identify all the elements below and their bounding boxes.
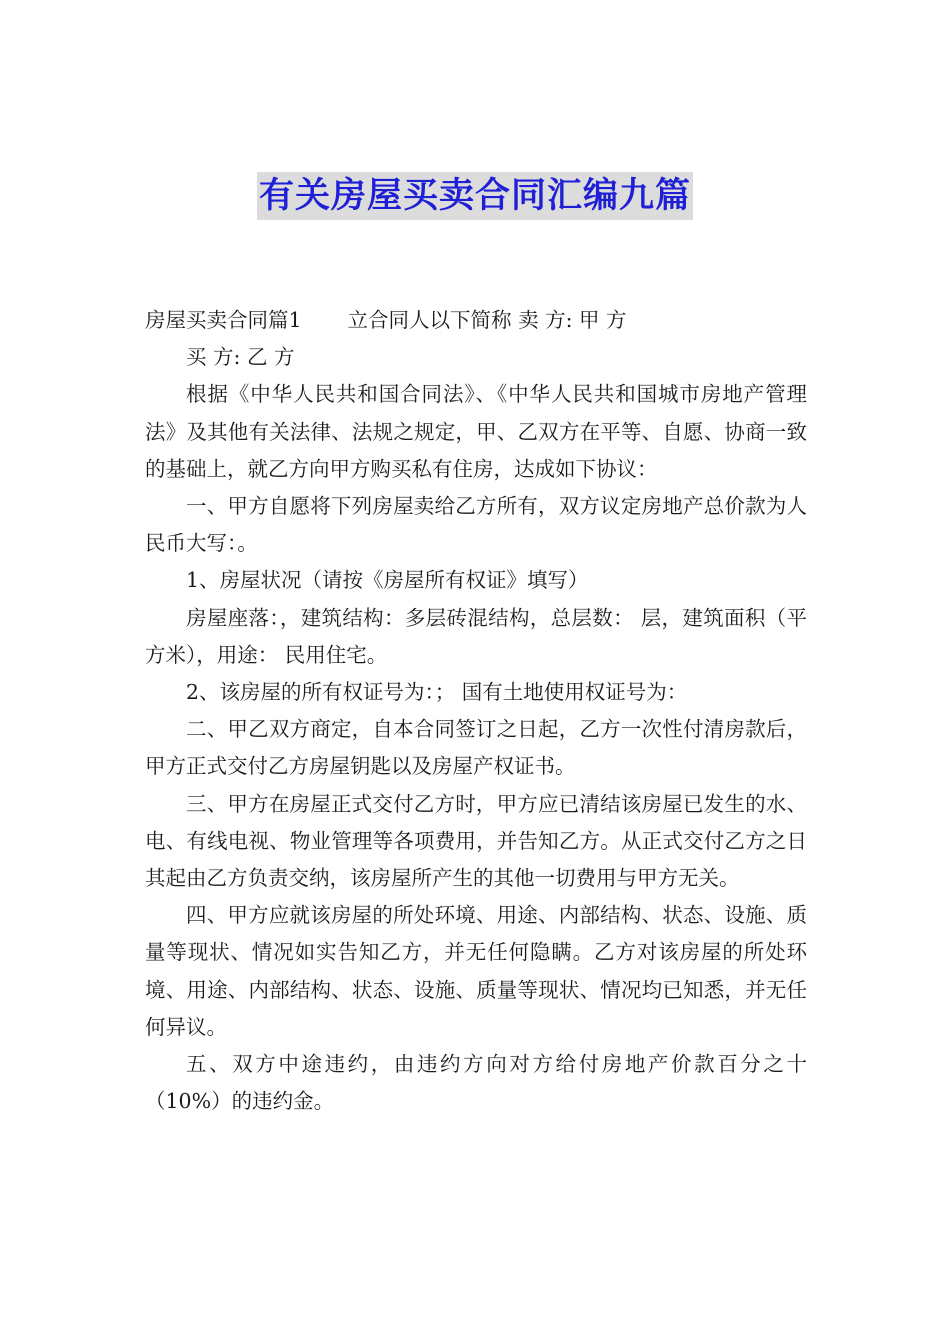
title-container <box>0 172 950 220</box>
paragraph-clause-5: 五、双方中途违约，由违约方向对方给付房地产价款百分之十（10%）的违约金。 <box>145 1052 807 1114</box>
paragraph-house-location: 房屋座落：，建筑结构：多层砖混结构，总层数： 层，建筑面积（平方米），用途： 民用住宅。 <box>145 605 807 667</box>
paragraph-clause-4: 四、甲方应就该房屋的所处环境、用途、内部结构、状态、设施、质量等现状、情况如实告知乙方，并无任何隐瞒。乙方对该房屋的所处环境、用途、内部结构、状态、设施、质量等现状、情况均已知悉，并无任何异议。 <box>145 903 807 1039</box>
section-label: 房屋买卖合同篇1 <box>145 308 302 332</box>
paragraph-certificate: 2、该房屋的所有权证号为：； 国有土地使用权证号为： <box>186 680 688 705</box>
document-body <box>145 302 807 1120</box>
paragraph-legal-basis: 根据《中华人民共和国合同法》、《中华人民共和国城市房地产管理法》及其他有关法律、法规之规定，甲、乙双方在平等、自愿、协商一致的基础上，就乙方向甲方购买私有住房，达成如下协议： <box>145 382 807 481</box>
paragraph-clause-2: 二、甲乙双方商定，自本合同签订之日起，乙方一次性付清房款后，甲方正式交付乙方房屋钥匙以及房屋产权证书。 <box>145 717 807 779</box>
contract-heading-line <box>145 302 807 339</box>
paragraph-house-status: 1、房屋状况（请按《房屋所有权证》填写） <box>186 568 589 593</box>
buyer-line: 买 方: 乙 方 <box>186 345 295 370</box>
parties-intro: 立合同人以下简称 卖 方: 甲 方 <box>347 308 627 332</box>
paragraph-clause-1: 一、甲方自愿将下列房屋卖给乙方所有，双方议定房地产总价款为人民币大写：。 <box>145 494 807 556</box>
paragraph-clause-3: 三、甲方在房屋正式交付乙方时，甲方应已清结该房屋已发生的水、电、有线电视、物业管理等各项费用，并告知乙方。从正式交付乙方之日其起由乙方负责交纳，该房屋所产生的其他一切费用与甲方无关。 <box>145 791 807 891</box>
document-title: 有关房屋买卖合同汇编九篇 <box>257 172 693 220</box>
